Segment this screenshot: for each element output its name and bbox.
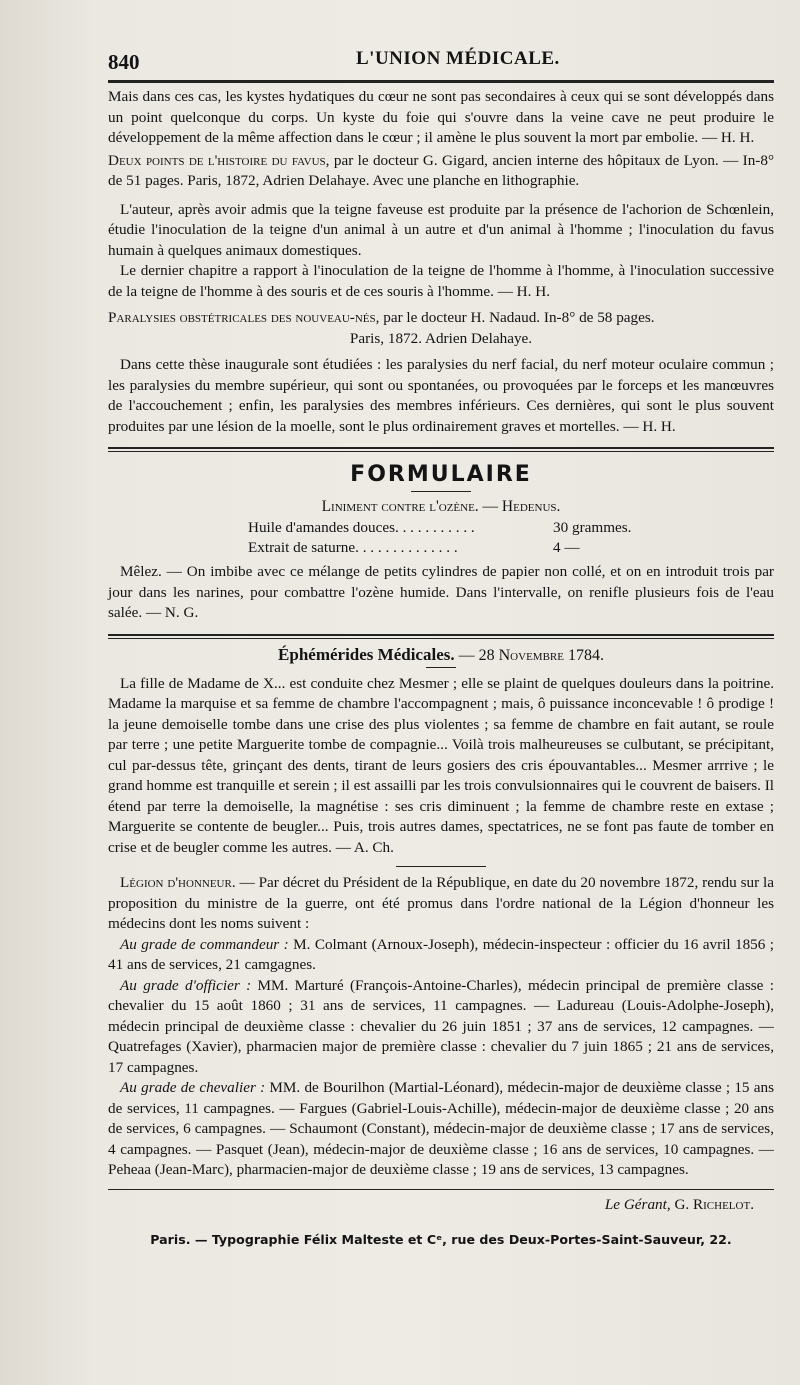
section-divider — [108, 447, 774, 452]
ingredient-list — [248, 518, 774, 558]
ingredient-row — [248, 518, 774, 538]
review-favus-para1: L'auteur, après avoir admis que la teigne faveuse est produite par la présence de l'achorion de Schœnlein, étudie l'inoculation de la teigne d'un animal à un autre et d'un animal à l'homme ; l'inoculation du favus humain à quelques animaux domestiques. — [108, 200, 774, 259]
ingredient-name: Huile d'amandes douces. . . . . . . . . . . — [248, 519, 475, 536]
review-favus-citation: par le docteur G. Gigard, ancien interne des hôpitaux de Lyon. — In-8° de 51 pages. Paris, 1872, Adrien Delahaye. Avec une planche en lithographie. — [108, 151, 775, 189]
ingredient-qty: 30 grammes. — [553, 519, 632, 536]
ephemerides-date: — 28 Novembre 1784. — [454, 646, 604, 664]
section-divider — [108, 634, 774, 639]
printer-line: Paris. — Typographie Félix Malteste et Cᵉ, rue des Deux-Portes-Saint-Sauveur, 22. — [150, 1231, 732, 1247]
title-dash — [411, 491, 471, 492]
ingredient-qty: 4 — — [553, 539, 580, 556]
ephemerides-title-main: Éphémérides Médicales. — [278, 644, 455, 664]
review-paralysies-citation: par le docteur H. Nadaud. In-8° de 58 pages. — [379, 309, 655, 326]
gerant-name: G. Richelot. — [670, 1195, 754, 1213]
review-paralysies-para: Dans cette thèse inaugurale sont étudiées : les paralysies du nerf facial, du nerf moteur oculaire commun ; les paralysies du membre supérieur, qui sont ou spontanées, ou provoquées par le forceps et les manœuvres de l'accouchement ; enfin, les paralysies des membres inférieurs. Ces dernières, qui sont le plus souvent produites par une lésion de la moelle, sont le plus ordinairement graves et mortelles. — H. H. — [108, 356, 774, 435]
legion-commandeur — [108, 935, 774, 976]
title-dash — [426, 667, 456, 668]
page-number: 840 — [108, 50, 140, 74]
commandeur-label: Au grade de commandeur : — [120, 935, 289, 953]
commandeur-text: M. Colmant (Arnoux-Joseph), médecin-inspecteur : officier du 16 avril 1856 ; 41 ans de services, 21 camgagnes. — [108, 935, 774, 973]
review-favus-heading — [108, 151, 774, 192]
officier-label: Au grade d'officier : — [120, 976, 252, 994]
gerant-signature — [108, 1196, 774, 1214]
legion-lead: Légion d'honneur. — [120, 874, 236, 891]
running-title: L'UNION MÉDICALE. — [356, 48, 560, 69]
officier-text: MM. Marturé (François-Antoine-Charles), médecin principal de première classe : chevalier du 15 août 1860 ; 31 ans de services, 11 campagnes. — Ladureau (Louis-Adolphe-Joseph), médecin principal de deuxième classe : chevalier du 26 juin 1851 ; 37 ans de services, 12 campagnes. — Quatrefages (Xavier), pharmacien major de première classe : chevalier du 7 juin 1865 ; 21 ans de services, 17 campagnes. — [108, 976, 774, 1076]
review-favus-para2: Le dernier chapitre a rapport à l'inoculation de la teigne de l'homme à l'homme, à l'inoculation successive de la teigne de l'homme à des souris et de ces souris à l'homme. — H. H. — [108, 262, 774, 300]
ingredient-name: Extrait de saturne. . . . . . . . . . . . . . — [248, 539, 458, 556]
section-dash — [396, 866, 486, 867]
gerant-label: Le Gérant, — [604, 1195, 671, 1213]
legion-chevalier — [108, 1078, 774, 1181]
review-paralysies-heading — [108, 308, 774, 329]
legion-text: — Par décret du Président de la République, en date du 20 novembre 1872, rendu sur la proposition du ministre de la guerre, ont été promus dans l'ordre national de la Légion d'honneur les médecins dont les noms suivent : — [108, 874, 775, 932]
intro-paragraph: Mais dans ces cas, les kystes hydatiques du cœur ne sont pas secondaires à ceux qui se sont développés dans un point quelconque du corps. Un kyste du foie qui s'ouvre dans la veine cave ne peut produire le développement de la même affection dans le cœur ; il amène le plus souvent la mort par embolie. — H. H. — [108, 88, 774, 146]
legion-officier — [108, 976, 774, 1079]
footer-rule — [108, 1189, 774, 1190]
chevalier-label: Au grade de chevalier : — [120, 1079, 266, 1096]
ephemerides-para: La fille de Madame de X... est conduite chez Mesmer ; elle se plaint de quelques douleurs dans la poitrine. Madame la marquise et sa femme de chambre l'accompagnent ; mais, ô puissance inconcevable ! ô prodige ! la jeune demoiselle tombe dans une crise des plus violentes ; sa femme de chambre en fait autant, se roule par terre ; une petite Marguerite tombe de compagnie... Voilà trois malheureuses se culbutant, se précipitant, cul par-dessus tête, grinçant des dents, tirant de leurs gosiers des cris épouvantables... Mesmer arrrive ; le grand homme est tranquille et serein ; il est assailli par les trois convulsionnaires qui le couvrent de baisers. Il étend par terre la demoiselle, la magnétise : ses cris diminuent ; la femme de chambre reste en extase ; Marguerite se contente de beugler... Puis, trois autres dames, spectatrices, ne se font pas faute de tomber en crise et de beugler comme les autres. — A. Ch. — [108, 674, 774, 856]
page-header — [108, 44, 774, 80]
review-paralysies-title: Paralysies obstétricales des nouveau-nés, — [108, 309, 380, 326]
review-favus-title: Deux points de l'histoire du favus, — [108, 151, 330, 169]
formulaire-para: Mêlez. — On imbibe avec ce mélange de petits cylindres de papier non collé, et on en introduit trois par jour dans les narines, pour combattre l'ozène humide. Dans l'intervalle, on renifle plusieurs fois de l'eau salée. — N. G. — [108, 563, 774, 621]
ingredient-row — [248, 538, 774, 558]
formulaire-title: FORMULAIRE — [350, 462, 532, 487]
chevalier-text: MM. de Bourilhon (Martial-Léonard), médecin-major de deuxième classe ; 15 ans de services, 11 campagnes. — Fargues (Gabriel-Louis-Achille), médecin-major de deuxième classe ; 20 ans de services, 6 campagnes. — Schaumont (Constant), médecin-major de deuxième classe ; 17 ans de services, 4 campagnes. — Pasquet (Jean), médecin-major de deuxième classe ; 16 ans de services, 10 campagnes. — Peheaa (Jean-Marc), pharmacien-major de deuxième classe ; 19 ans de services, 13 campagnes. — [108, 1079, 774, 1178]
ephemerides-title — [108, 645, 774, 665]
legion-para — [108, 873, 774, 935]
review-paralysies-publisher: Paris, 1872. Adrien Delahaye. — [349, 329, 533, 347]
recipe-title: Liniment contre l'ozène. — Hedenus. — [321, 498, 561, 515]
